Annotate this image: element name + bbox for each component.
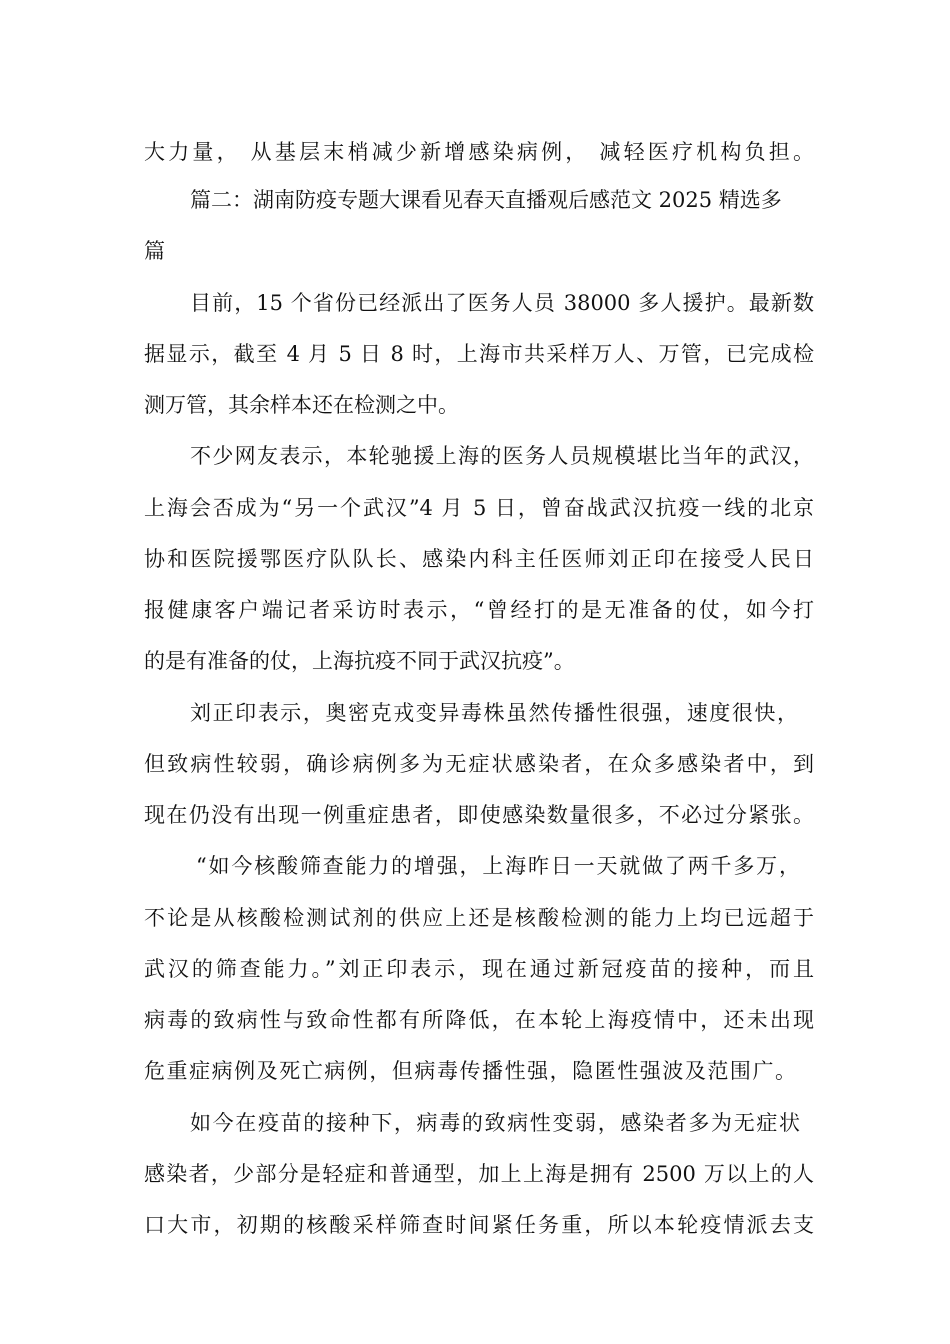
text-line: 刘正印表示，奥密克戎变异毒株虽然传播性很强，速度很快， bbox=[190, 701, 798, 725]
text-line: “如今核酸筛查能力的增强，上海昨日一天就做了两千多万， bbox=[196, 854, 800, 878]
text-line: 不少网友表示，本轮驰援上海的医务人员规模堪比当年的武汉， bbox=[190, 444, 814, 468]
text-line: 报健康客户端记者采访时表示，“曾经打的是无准备的仗，如今打 bbox=[144, 598, 814, 622]
text-line: 如今在疫苗的接种下，病毒的致病性变弱，感染者多为无症状 bbox=[190, 1111, 800, 1135]
text-line: 的是有准备的仗，上海抗疫不同于武汉抗疫”。 bbox=[144, 649, 575, 673]
text-line: 但致病性较弱，确诊病例多为无症状感染者，在众多感染者中，到 bbox=[144, 752, 814, 776]
text-line: 感染者，少部分是轻症和普通型，加上上海是拥有 2500 万以上的人 bbox=[144, 1162, 814, 1186]
text-line: 武汉的筛查能力。”刘正印表示，现在通过新冠疫苗的接种，而且 bbox=[144, 957, 814, 981]
article-heading-line: 篇二：湖南防疫专题大课看见春天直播观后感范文 2025 精选多 bbox=[190, 188, 782, 212]
text-line: 现在仍没有出现一例重症患者，即使感染数量很多，不必过分紧张。 bbox=[144, 803, 814, 827]
text-line: 危重症病例及死亡病例，但病毒传播性强，隐匿性强波及范围广。 bbox=[144, 1059, 796, 1083]
text-line: 据显示，截至 4 月 5 日 8 时，上海市共采样万人、万管，已完成检 bbox=[144, 342, 814, 366]
article-heading-line: 篇 bbox=[144, 239, 165, 263]
text-line: 病毒的致病性与致命性都有所降低，在本轮上海疫情中，还未出现 bbox=[144, 1008, 814, 1032]
text-line: 协和医院援鄂医疗队队长、感染内科主任医师刘正印在接受人民日 bbox=[144, 547, 814, 571]
text-line: 口大市，初期的核酸采样筛查时间紧任务重，所以本轮疫情派去支 bbox=[144, 1213, 814, 1237]
text-line: 不论是从核酸检测试剂的供应上还是核酸检测的能力上均已远超于 bbox=[144, 906, 814, 930]
text-line: 上海会否成为“另一个武汉”4 月 5 日，曾奋战武汉抗疫一线的北京 bbox=[144, 496, 814, 520]
text-line: 目前，15 个省份已经派出了医务人员 38000 多人援护。最新数 bbox=[190, 291, 814, 315]
text-line: 测万管，其余样本还在检测之中。 bbox=[144, 393, 459, 417]
text-line: 大力量， 从基层末梢减少新增感染病例， 减轻医疗机构负担。 bbox=[144, 140, 814, 164]
